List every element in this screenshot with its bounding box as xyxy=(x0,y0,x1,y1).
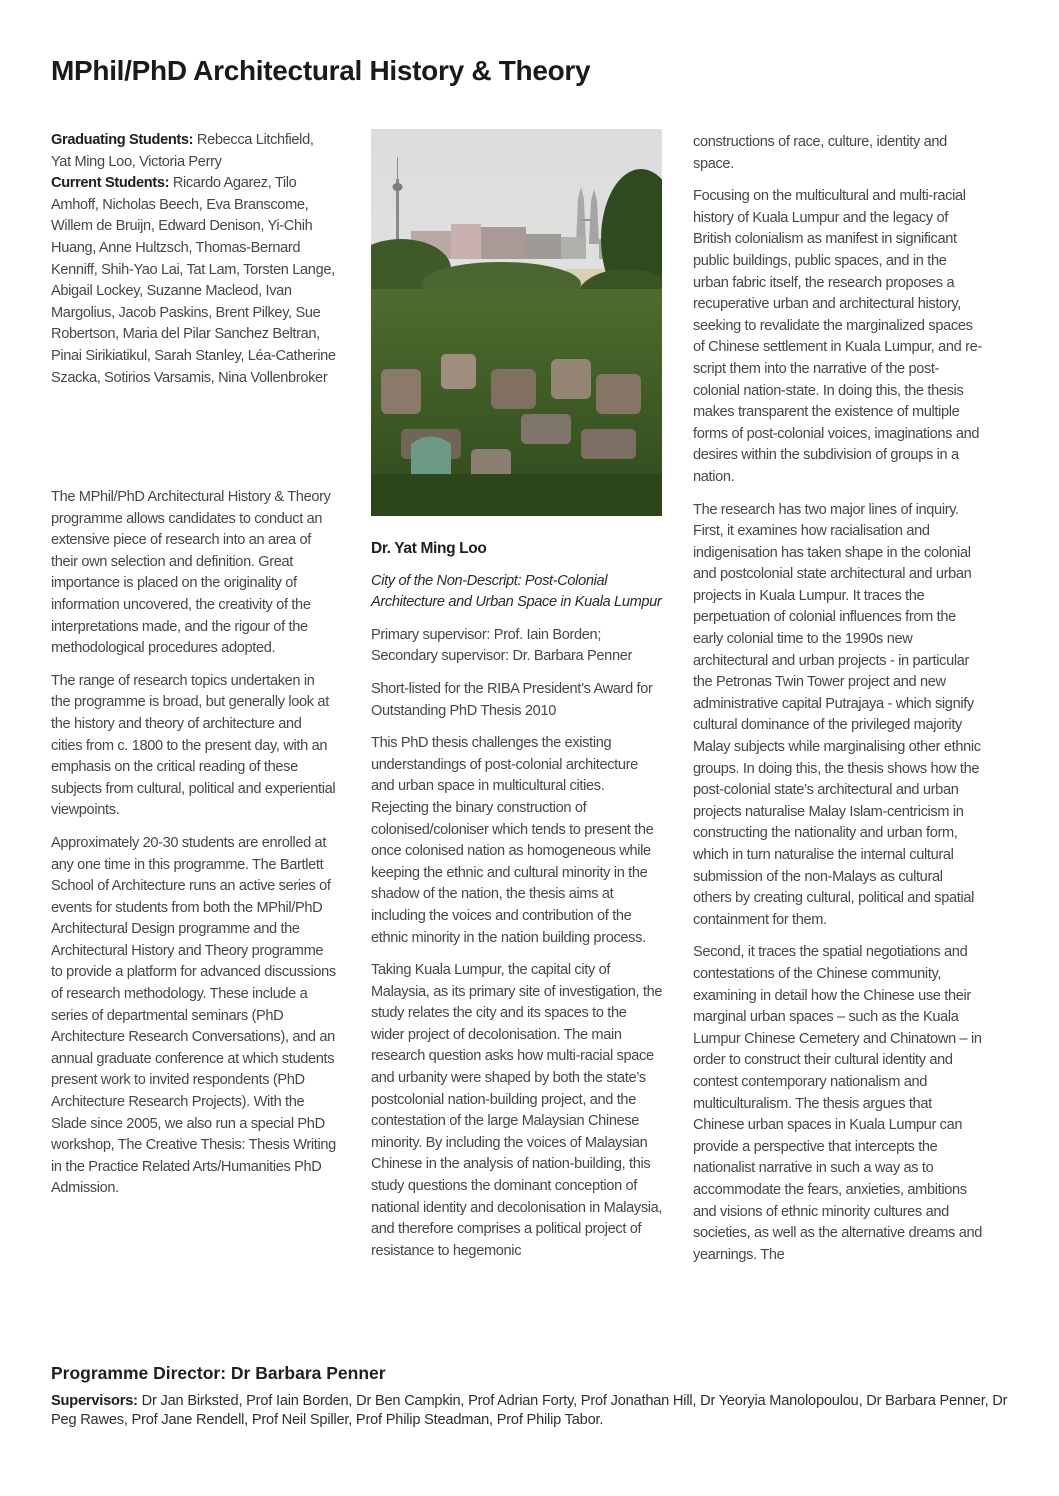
thesis-supervisors: Primary supervisor: Prof. Iain Borden; Secondary supervisor: Dr. Barbara Penner xyxy=(371,626,632,665)
current-label: Current Students: xyxy=(51,175,170,192)
thesis-paragraph: This PhD thesis challenges the existing understandings of post-colonial architecture and urban space in multicultural cities. Rejecting the binary construction of colonised/coloniser which tends to present the once colonised nation as homogeneous while keeping the ethnic and cultural minority in the shadow of the nation, the thesis aims at including the voices and contribution of the ethnic minority in the nation building process. xyxy=(371,735,654,946)
footer xyxy=(51,1363,1011,1430)
programme-description xyxy=(51,487,336,1211)
supervisors-names: Dr Jan Birksted, Prof Iain Borden, Dr Ben Campkin, Prof Adrian Forty, Prof Jonathan Hill, Dr Yeoryia Manolopoulou, Dr Barbara Penner, Dr Peg Rawes, Prof Jane Rendell, Prof Neil Spiller, Prof Philip Steadman, Prof Philip Tabor. xyxy=(51,1393,1008,1428)
column-middle xyxy=(371,129,663,1273)
graduating-label: Graduating Students: xyxy=(51,132,194,148)
thesis-title: City of the Non-Descript: Post-Colonial Architecture and Urban Space in Kuala Lumpur xyxy=(371,572,662,611)
supervisors-label: Supervisors: xyxy=(51,1393,138,1409)
award-note: Short-listed for the RIBA President’s Award for Outstanding PhD Thesis 2010 xyxy=(371,680,653,719)
supervisors-list xyxy=(51,1392,1011,1430)
programme-paragraph: The range of research topics undertaken in the programme is broad, but generally look at the history and theory of architecture and cities from c. 1800 to the present day, with an emphasis on the critical reading of these subjects from cultural, political and experiential viewpoints. xyxy=(51,672,336,819)
graduating-students xyxy=(51,130,336,173)
graduating-names: Rebecca Litchfield, Yat Ming Loo, Victoria Perry xyxy=(51,132,314,170)
programme-paragraph: Approximately 20-30 students are enrolled at any one time in this programme. The Bartlett School of Architecture runs an active series of events for students from both the MPhil/PhD Architectural Design programme and the Architectural History and Theory programme to provide a platform for advanced discussions of research methodology. These include a series of departmental seminars (PhD Architecture Research Conversations), and an annual graduate conference at which students present work to invited respondents (PhD Architecture Research Projects). With the Slade since 2005, we also run a special PhD workshop, The Creative Thesis: Thesis Writing in the Practice Related Arts/Humanities PhD Admission. xyxy=(51,834,336,1197)
column-left xyxy=(51,130,336,1197)
thesis-paragraph: Second, it traces the spatial negotiations and contestations of the Chinese community, examining in detail how the Chinese use their marginal urban spaces – such as the Kuala Lumpur Chinese Cemetery and Chinatown – in order to construct their cultural identity and contest contemporary nationalism and multiculturalism. The thesis argues that Chinese urban spaces in Kuala Lumpur can provide a perspective that intercepts the nationalist narrative in such a way as to accommodate the fears, anxieties, ambitions and visions of ethnic minority cultures and societies, as well as the alternative dreams and yearnings. The xyxy=(693,944,983,1263)
programme-paragraph: The MPhil/PhD Architectural History & Theory programme allows candidates to conduct an extensive piece of research into an area of their own selection and definition. Great importance is placed on the originality of information uncovered, the creativity of the interpretations made, and the rigour of the methodological procedures adopted. xyxy=(51,489,331,657)
programme-director: Programme Director: Dr Barbara Penner xyxy=(51,1363,386,1383)
researcher-name: Dr. Yat Ming Loo xyxy=(371,540,487,557)
thesis-paragraph: Taking Kuala Lumpur, the capital city of Malaysia, as its primary site of investigation, the study relates the city and its spaces to the wider project of decolonisation. The main research question asks how multi-racial space and urbanity were shaped by both the state’s postcolonial nation-building project, and the contestation of the large Malaysian Chinese minority. By including the voices of Malaysian Chinese in the analysis of nation-building, this study questions the dominant conception of national identity and decolonisation in Malaysia, and therefore comprises a political project of resistance to hegemonic xyxy=(371,962,663,1259)
current-names: Ricardo Agarez, Tilo Amhoff, Nicholas Beech, Eva Branscome, Willem de Bruijn, Edward Denison, Yi-Chih Huang, Anne Hultzsch, Thomas-Bernard Kenniff, Shih-Yao Lai, Tat Lam, Torsten Lange, Abigail Lockey, Suzanne Macleod, Ivan Margolius, Jacob Paskins, Brent Pilkey, Sue Robertson, Maria del Pilar Sanchez Beltran, Pinai Sirikiatikul, Sarah Stanley, Léa-Catherine Szacka, Sotirios Varsamis, Nina Vollenbroker xyxy=(51,175,336,386)
column-right xyxy=(693,132,983,1277)
thesis-paragraph: constructions of race, culture, identity and space. xyxy=(693,134,947,172)
kuala-lumpur-cemetery-photo xyxy=(371,129,662,516)
current-students xyxy=(51,173,336,389)
page-title: MPhil/PhD Architectural History & Theory xyxy=(51,55,591,86)
thesis-paragraph: Focusing on the multicultural and multi-racial history of Kuala Lumpur and the legacy of British colonialism as manifest in significant public buildings, public spaces, and in the urban fabric itself, the research proposes a recuperative urban and architectural history, seeking to revalidate the marginalized spaces of Chinese settlement in Kuala Lumpur, and re-script them into the narrative of the post-colonial nation-state. In doing this, the thesis makes transparent the existence of multiple forms of post-colonial voices, imaginations and desires within the subdivision of groups in a nation. xyxy=(693,188,982,485)
student-list xyxy=(51,130,336,389)
thesis-paragraph: The research has two major lines of inquiry. First, it examines how racialisation and indigenisation has taken shape in the colonial and postcolonial state architectural and urban projects in Kuala Lumpur. It traces the perpetuation of colonial influences from the early colonial time to the 1990s new architectural and urban projects - in particular the Petronas Twin Tower project and new administrative capital Putrajaya - which signify cultural dominance of the privileged majority Malay subjects while marginalising other ethnic groups. In doing this, the thesis shows how the post-colonial state’s architectural and urban projects naturalise Malay Islam-centricism in constructing the nationality and urban form, which in turn naturalise the internal cultural submission of the non-Malays as cultural others by creating cultural, political and spatial containment for them. xyxy=(693,501,981,928)
